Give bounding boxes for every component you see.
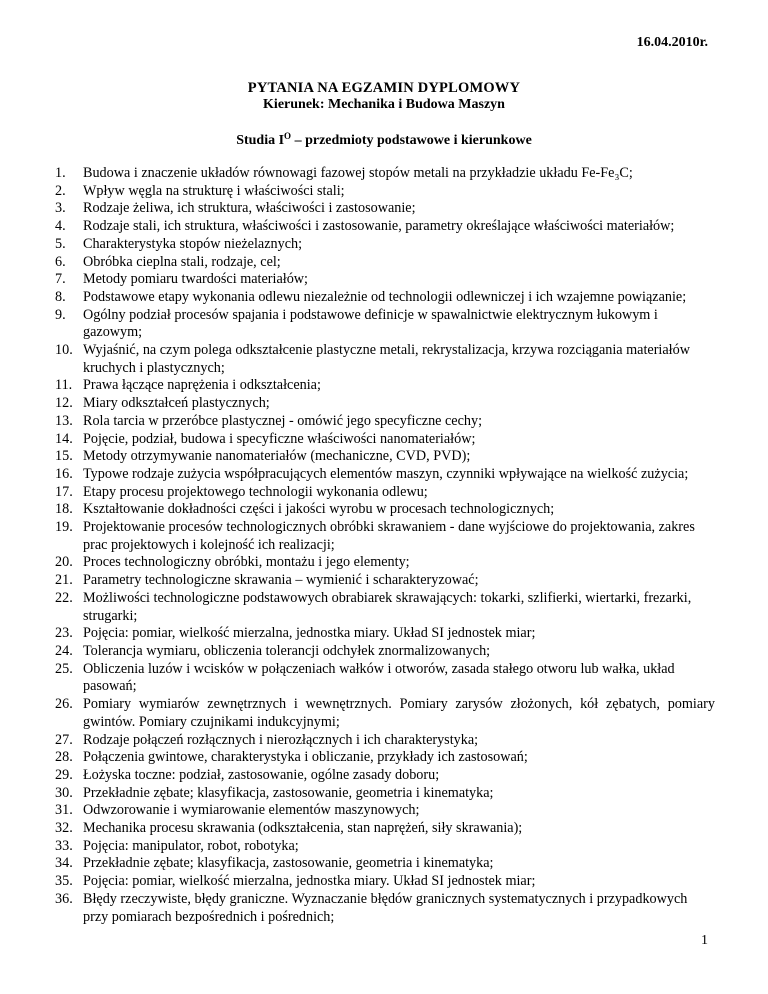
- question-text: Miary odkształceń plastycznych;: [83, 395, 270, 412]
- question-number: 25.: [55, 660, 73, 677]
- question-number: 26.: [55, 696, 73, 713]
- list-item: [55, 431, 715, 449]
- question-text: Wyjaśnić, na czym polega odkształcenie plastyczne metali, rekrystalizacja, krzywa rozciągania materiałów kruchych i plastycznych;: [83, 342, 690, 376]
- list-item: [55, 891, 715, 926]
- question-number: 15.: [55, 448, 73, 465]
- question-text: Rodzaje stali, ich struktura, właściwości i zastosowanie, parametry określające właściwości materiałów;: [83, 218, 675, 235]
- question-text: Tolerancja wymiaru, obliczenia tolerancji odchyłek znormalizowanych;: [83, 642, 491, 659]
- question-number: 16.: [55, 465, 73, 482]
- question-text: Pojęcia: pomiar, wielkość mierzalna, jednostka miary. Układ SI jednostek miar;: [83, 625, 536, 642]
- question-number: 22.: [55, 589, 73, 606]
- question-text: Rodzaje żeliwa, ich struktura, właściwości i zastosowanie;: [83, 200, 416, 217]
- list-item: [55, 590, 715, 625]
- question-number: 31.: [55, 802, 73, 819]
- list-item: [55, 307, 715, 342]
- question-number: 24.: [55, 642, 73, 659]
- question-text: Odwzorowanie i wymiarowanie elementów maszynowych;: [83, 802, 420, 819]
- list-item: [55, 395, 715, 413]
- question-text: Kształtowanie dokładności części i jakości wyrobu w procesach technologicznych;: [83, 501, 555, 518]
- field-of-study: Kierunek: Mechanika i Budowa Maszyn: [263, 97, 505, 112]
- list-item: [55, 289, 715, 307]
- question-number: 35.: [55, 873, 73, 890]
- question-text: Możliwości technologiczne podstawowych obrabiarek skrawających: tokarki, szlifierki, wiertarki, frezarki, strugarki;: [83, 589, 692, 624]
- list-item: [55, 732, 715, 750]
- list-item: [55, 484, 715, 502]
- question-text: Błędy rzeczywiste, błędy graniczne. Wyznaczanie błędów granicznych systematycznych i przypadkowych przy pomiarach bezpośrednich i pośrednich;: [83, 890, 688, 925]
- question-text: Podstawowe etapy wykonania odlewu niezależnie od technologii odlewniczej i ich wzajemne powiązanie;: [83, 288, 687, 305]
- question-text: Obliczenia luzów i wcisków w połączeniach wałków i otworów, zasada stałego otworu lub wałka, układ pasowań;: [83, 660, 675, 695]
- question-number: 23.: [55, 625, 73, 642]
- list-item: [55, 855, 715, 873]
- list-item: [55, 696, 715, 731]
- list-item: [55, 749, 715, 767]
- question-text: Budowa i znaczenie układów równowagi fazowej stopów metali na przykładzie układu Fe-Fe₃C;: [83, 165, 633, 181]
- list-item: [55, 661, 715, 696]
- question-text: Pojęcia: manipulator, robot, robotyka;: [83, 837, 299, 854]
- question-number: 10.: [55, 342, 73, 359]
- question-number: 32.: [55, 820, 73, 837]
- question-text: Łożyska toczne: podział, zastosowanie, ogólne zasady doboru;: [83, 766, 440, 783]
- studies-degree-sup: O: [284, 131, 292, 141]
- list-item: [55, 448, 715, 466]
- question-text: Pomiary wymiarów zewnętrznych i wewnętrznych. Pomiary zarysów złożonych, kół zębatych, pomiary gwintów. Pomiary czujnikami indukcyjnymi;: [83, 696, 715, 730]
- list-item: [55, 572, 715, 590]
- question-text: Rola tarcia w przeróbce plastycznej - omówić jego specyficzne cechy;: [83, 412, 483, 429]
- question-text: Wpływ węgla na strukturę i właściwości stali;: [83, 182, 345, 199]
- question-number: 27.: [55, 731, 73, 748]
- document-title: PYTANIA NA EGZAMIN DYPLOMOWY: [247, 80, 521, 96]
- question-text: Obróbka cieplna stali, rodzaje, cel;: [83, 253, 281, 270]
- list-item: [55, 466, 715, 484]
- list-item: [55, 183, 715, 201]
- question-text: Etapy procesu projektowego technologii wykonania odlewu;: [83, 483, 428, 500]
- question-number: 3.: [55, 200, 66, 217]
- list-item: [55, 271, 715, 289]
- list-item: [55, 236, 715, 254]
- question-number: 4.: [55, 218, 66, 235]
- question-text: Proces technologiczny obróbki, montażu i jego elementy;: [83, 554, 410, 571]
- question-text: Pojęcia: pomiar, wielkość mierzalna, jednostka miary. Układ SI jednostek miar;: [83, 873, 536, 890]
- question-text: Projektowanie procesów technologicznych obróbki skrawaniem - dane wyjściowe do projektowania, zakres prac projektowych i kolejność ich realizacji;: [83, 519, 695, 553]
- question-number: 34.: [55, 855, 73, 872]
- list-item: [55, 519, 715, 554]
- question-number: 2.: [55, 182, 66, 199]
- studies-subtitle: [0, 133, 768, 149]
- list-item: [55, 554, 715, 572]
- question-number: 17.: [55, 483, 73, 500]
- question-number: 19.: [55, 519, 73, 536]
- question-number: 1.: [55, 165, 66, 181]
- question-text: Prawa łączące naprężenia i odkształcenia;: [83, 377, 321, 394]
- list-item: [55, 838, 715, 856]
- question-text: Typowe rodzaje zużycia współpracujących elementów maszyn, czynniki wpływające na wielkość zużycia;: [83, 465, 689, 482]
- list-item: [55, 218, 715, 236]
- question-text: Połączenia gwintowe, charakterystyka i obliczanie, przykłady ich zastosowań;: [83, 749, 528, 766]
- list-item: [55, 377, 715, 395]
- question-text: Parametry technologiczne skrawania – wymienić i scharakteryzować;: [83, 572, 479, 589]
- question-number: 9.: [55, 306, 66, 323]
- list-item: [55, 643, 715, 661]
- list-item: [55, 767, 715, 785]
- question-text: Metody pomiaru twardości materiałów;: [83, 271, 308, 288]
- question-number: 28.: [55, 749, 73, 766]
- question-number: 29.: [55, 766, 73, 783]
- list-item: [55, 501, 715, 519]
- list-item: [55, 820, 715, 838]
- page-number: 1: [701, 933, 708, 948]
- question-text: Rodzaje połączeń rozłącznych i nierozłącznych i ich charakterystyka;: [83, 731, 479, 748]
- question-number: 8.: [55, 288, 66, 305]
- question-number: 13.: [55, 412, 73, 429]
- document-date: 16.04.2010r.: [636, 35, 708, 50]
- list-item: [55, 413, 715, 431]
- list-item: [55, 165, 715, 183]
- question-number: 6.: [55, 253, 66, 270]
- list-item: [55, 200, 715, 218]
- question-number: 21.: [55, 572, 73, 589]
- list-item: [55, 254, 715, 272]
- question-list: [55, 165, 715, 926]
- question-number: 20.: [55, 554, 73, 571]
- question-number: 33.: [55, 837, 73, 854]
- studies-prefix: Studia I: [236, 133, 285, 148]
- question-text: Ogólny podział procesów spajania i podstawowe definicje w spawalnictwie elektrycznym łukowym i gazowym;: [83, 306, 658, 341]
- list-item: [55, 802, 715, 820]
- question-text: Pojęcie, podział, budowa i specyficzne właściwości nanomateriałów;: [83, 430, 476, 447]
- studies-suffix: – przedmioty podstawowe i kierunkowe: [291, 133, 532, 148]
- question-number: 11.: [55, 377, 73, 394]
- list-item: [55, 873, 715, 891]
- question-number: 36.: [55, 890, 73, 907]
- list-item: [55, 785, 715, 803]
- list-item: [55, 625, 715, 643]
- question-text: Charakterystyka stopów nieżelaznych;: [83, 235, 303, 252]
- question-number: 12.: [55, 395, 73, 412]
- question-text: Mechanika procesu skrawania (odkształcenia, stan naprężeń, siły skrawania);: [83, 820, 523, 837]
- question-text: Przekładnie zębate; klasyfikacja, zastosowanie, geometria i kinematyka;: [83, 784, 494, 801]
- question-number: 7.: [55, 271, 66, 288]
- question-number: 14.: [55, 430, 73, 447]
- question-text: Przekładnie zębate; klasyfikacja, zastosowanie, geometria i kinematyka;: [83, 855, 494, 872]
- question-text: Metody otrzymywanie nanomateriałów (mechaniczne, CVD, PVD);: [83, 448, 471, 465]
- list-item: [55, 342, 715, 377]
- question-number: 30.: [55, 784, 73, 801]
- question-number: 18.: [55, 501, 73, 518]
- question-number: 5.: [55, 235, 66, 252]
